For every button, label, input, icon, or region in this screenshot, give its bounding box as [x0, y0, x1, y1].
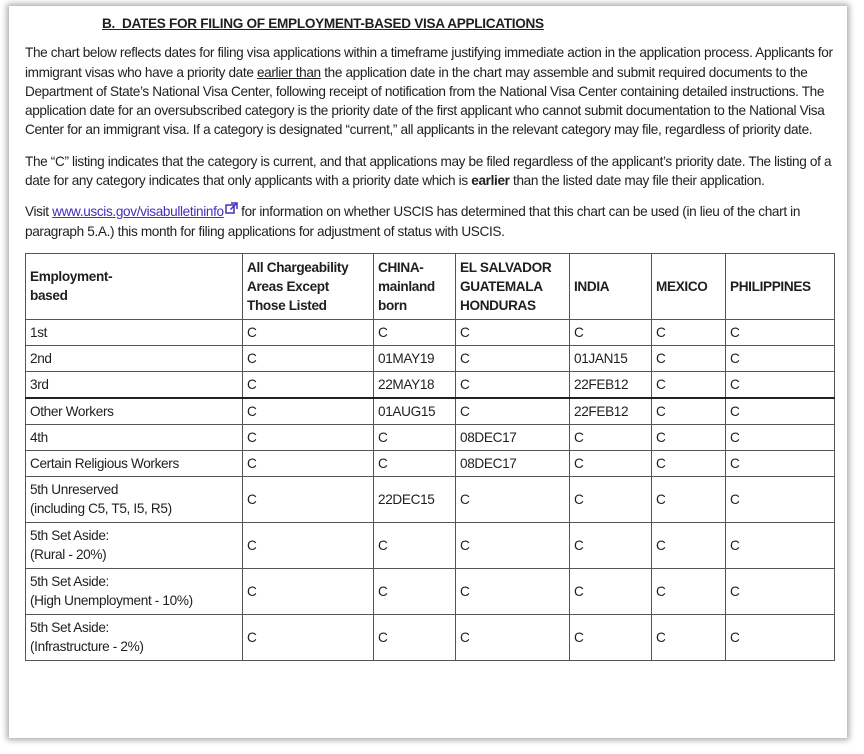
row-label-line: (Rural - 20%) — [30, 547, 107, 563]
table-cell: C — [243, 568, 374, 614]
paragraph-2-text-b: than the listed date may file their application. — [509, 173, 765, 189]
external-link-icon[interactable] — [225, 200, 238, 219]
table-cell: C — [570, 568, 652, 614]
table-cell: C — [726, 614, 835, 660]
table-cell: C — [456, 371, 570, 398]
table-cell: C — [726, 450, 835, 476]
row-label-line: 5th Set Aside: — [30, 620, 109, 636]
row-label-line: 4th — [30, 429, 48, 445]
table-cell: C — [652, 371, 726, 398]
table-cell: C — [456, 522, 570, 568]
column-header-line: PHILIPPINES — [730, 278, 811, 294]
paragraph-1-text-a: The chart below reflects dates for filing visa applications within a timeframe justifying immediate action in the application process. Applicants for immigrant visas who have a priority date — [25, 45, 833, 80]
table-cell: C — [456, 568, 570, 614]
table-cell: C — [652, 450, 726, 476]
table-row — [26, 568, 835, 614]
table-cell: 22FEB12 — [570, 398, 652, 425]
table-cell: C — [726, 424, 835, 450]
row-label — [26, 450, 243, 476]
row-label — [26, 614, 243, 660]
row-label-line: Certain Religious Workers — [30, 455, 179, 471]
column-header — [726, 253, 835, 319]
column-header — [570, 253, 652, 319]
paragraph-1 — [25, 43, 837, 139]
column-header-line: Areas Except — [247, 278, 329, 294]
table-cell: C — [652, 345, 726, 371]
table-cell: 01MAY19 — [374, 345, 456, 371]
row-label-line: (including C5, T5, I5, R5) — [30, 501, 172, 517]
row-label — [26, 568, 243, 614]
table-cell: C — [243, 371, 374, 398]
column-header-line: based — [30, 288, 68, 304]
column-header — [374, 253, 456, 319]
table-cell: 01AUG15 — [374, 398, 456, 425]
table-row — [26, 522, 835, 568]
section-label: B. — [102, 16, 115, 31]
column-header-line: GUATEMALA — [460, 278, 543, 294]
row-label — [26, 522, 243, 568]
table-cell: C — [243, 522, 374, 568]
row-label-line: Other Workers — [30, 403, 114, 419]
paragraph-3-text-b: for information on whether USCIS has determined that this chart can be used (in lieu of the chart in paragraph 5.A.) this month for filing applications for adjustment of status with USCIS. — [25, 204, 801, 239]
row-label-line: (High Unemployment - 10%) — [30, 593, 193, 609]
table-cell: C — [243, 424, 374, 450]
table-cell: C — [243, 345, 374, 371]
table-cell: C — [570, 476, 652, 522]
column-header — [652, 253, 726, 319]
row-label — [26, 345, 243, 371]
table-cell: C — [726, 319, 835, 345]
table-cell: C — [456, 319, 570, 345]
table-row — [26, 319, 835, 345]
table-row — [26, 424, 835, 450]
table-cell: C — [726, 371, 835, 398]
table-cell: C — [456, 476, 570, 522]
row-label-line: 5th Unreserved — [30, 482, 119, 498]
row-label-line: 5th Set Aside: — [30, 528, 109, 544]
table-cell: C — [374, 522, 456, 568]
paragraph-1-text-b: the application date in the chart may assemble and submit required documents to the Department of State’s National Visa Center, following receipt of notification from the National Visa Center containing detailed instructions. The application date for an oversubscribed category is the priority date of the first applicant who cannot submit documentation to the National Visa Center for an immigrant visa. If a category is designated “current,” all applicants in the relevant category may file, regardless of priority date. — [25, 64, 825, 138]
dates-for-filing-table — [25, 253, 835, 661]
table-row — [26, 614, 835, 660]
table-cell: C — [652, 614, 726, 660]
table-row — [26, 371, 835, 398]
paragraph-2 — [25, 152, 837, 191]
column-header-line: INDIA — [574, 278, 610, 294]
table-cell: C — [374, 614, 456, 660]
table-cell: C — [374, 450, 456, 476]
column-header — [26, 253, 243, 319]
table-row — [26, 476, 835, 522]
table-cell: C — [374, 424, 456, 450]
paragraph-3 — [25, 202, 837, 241]
paragraph-2-text-a: The “C” listing indicates that the category is current, and that applications may be filed regardless of the applicant’s priority date. The listing of a date for any category indicates that only applicants with a priority date which is — [25, 153, 832, 189]
table-row — [26, 450, 835, 476]
row-label — [26, 424, 243, 450]
section-title: DATES FOR FILING OF EMPLOYMENT-BASED VISA APPLICATIONS — [121, 16, 544, 31]
table-cell: C — [726, 398, 835, 425]
table-row — [26, 345, 835, 371]
table-cell: C — [570, 424, 652, 450]
column-header-line: mainland — [378, 278, 435, 294]
column-header-line: MEXICO — [656, 278, 708, 294]
table-cell: C — [652, 522, 726, 568]
paragraph-3-text-a: Visit — [25, 204, 53, 220]
table-cell: 22MAY18 — [374, 371, 456, 398]
document-frame — [9, 6, 847, 738]
table-cell: C — [570, 614, 652, 660]
column-header-line: Those Listed — [247, 298, 327, 314]
paragraph-1-emphasis: earlier than — [256, 64, 321, 80]
table-cell: 01JAN15 — [570, 345, 652, 371]
table-cell: 08DEC17 — [456, 424, 570, 450]
column-header-line: born — [378, 298, 407, 314]
column-header-line: Employment- — [30, 269, 113, 285]
table-cell: C — [243, 450, 374, 476]
table-cell: C — [456, 345, 570, 371]
table-cell: C — [726, 345, 835, 371]
table-cell: C — [243, 614, 374, 660]
table-cell: C — [374, 568, 456, 614]
table-cell: C — [726, 522, 835, 568]
table-cell: C — [652, 568, 726, 614]
document-content — [25, 14, 837, 661]
table-cell: C — [570, 450, 652, 476]
table-cell: C — [243, 319, 374, 345]
table-row — [26, 398, 835, 425]
column-header-line: All Chargeability — [247, 259, 349, 275]
table-cell: C — [570, 522, 652, 568]
row-label — [26, 398, 243, 425]
column-header-line: HONDURAS — [460, 298, 536, 314]
table-cell: 22FEB12 — [570, 371, 652, 398]
column-header — [456, 253, 570, 319]
table-cell: C — [243, 476, 374, 522]
table-cell: C — [652, 476, 726, 522]
table-cell: C — [652, 424, 726, 450]
section-heading — [102, 14, 837, 33]
row-label — [26, 371, 243, 398]
column-header-line: EL SALVADOR — [460, 259, 552, 275]
table-header-row — [26, 253, 835, 319]
row-label — [26, 319, 243, 345]
table-body — [26, 319, 835, 660]
table-cell: C — [570, 319, 652, 345]
table-cell: C — [456, 398, 570, 425]
row-label-line: 1st — [30, 324, 48, 340]
column-header — [243, 253, 374, 319]
paragraph-2-emphasis: earlier — [471, 173, 510, 189]
table-cell: C — [243, 398, 374, 425]
table-cell: C — [726, 568, 835, 614]
table-cell: C — [456, 614, 570, 660]
table-cell: C — [726, 476, 835, 522]
visa-bulletin-link[interactable]: www.uscis.gov/visabulletininfo — [52, 204, 224, 220]
row-label-line: (Infrastructure - 2%) — [30, 639, 144, 655]
table-cell: 08DEC17 — [456, 450, 570, 476]
table-cell: 22DEC15 — [374, 476, 456, 522]
table-cell: C — [652, 319, 726, 345]
table-cell: C — [652, 398, 726, 425]
column-header-line: CHINA- — [378, 259, 424, 275]
row-label-line: 5th Set Aside: — [30, 574, 109, 590]
row-label-line: 2nd — [30, 350, 52, 366]
table-cell: C — [374, 319, 456, 345]
row-label-line: 3rd — [30, 376, 49, 392]
row-label — [26, 476, 243, 522]
